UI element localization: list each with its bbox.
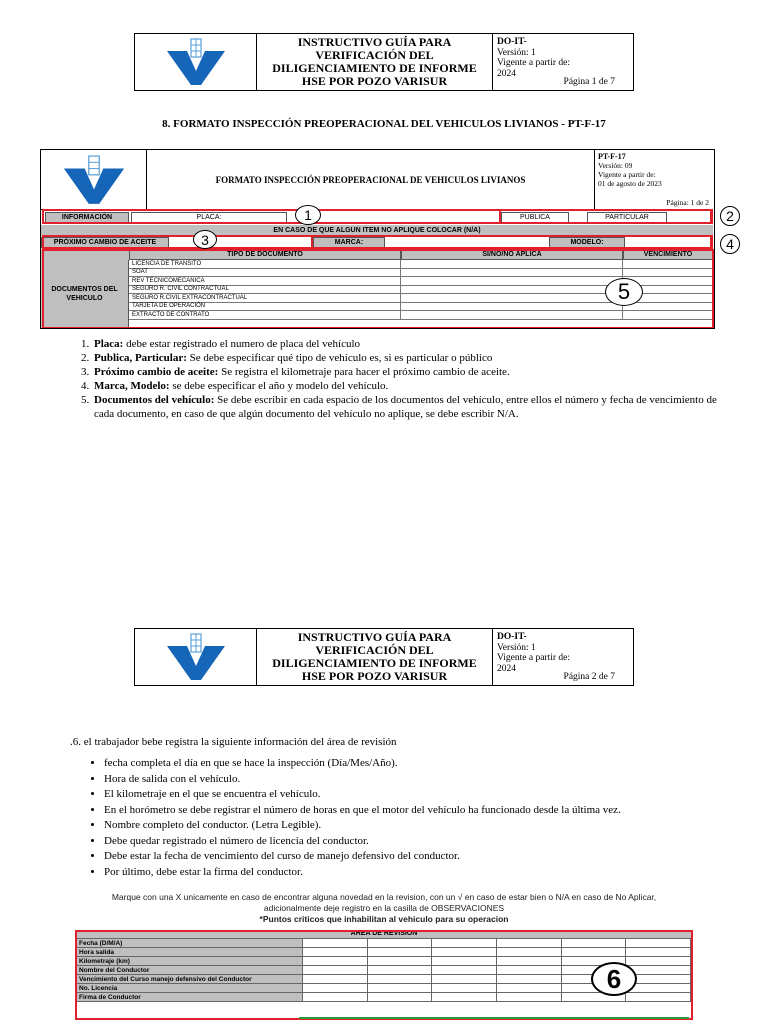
docs-label: DOCUMENTOS DEL VEHICULO [41, 260, 129, 328]
bullet-item: • En el horómetro se debe registrar el número de horas en que el motor del vehículo ha funcionado desde la última vez. [104, 803, 621, 819]
col-doc-type: TIPO DE DOCUMENTO [129, 249, 401, 260]
doc-name: SOAT [129, 269, 401, 277]
form2-note [73, 892, 695, 925]
company-logo-icon [163, 632, 229, 682]
bullet-item: • fecha completa el día en que se hace la inspección (Día/Mes/Año). [104, 756, 621, 772]
instruction-item [92, 366, 724, 380]
marker-5: 5 [605, 278, 643, 306]
col-yes-no: SI/NO/NO APLICA [401, 249, 623, 260]
bullet-item: • Debe quedar registrado el número de licencia del conductor. [104, 834, 621, 850]
instruction-term: Documentos del vehículo: [94, 394, 215, 406]
instruction-item [92, 394, 724, 421]
marker-4: 4 [720, 234, 740, 254]
form-page: Página: 1 de 2 [666, 198, 709, 207]
document-valid-from: Vigente a partir de: [497, 653, 571, 663]
bullet-item: • Por último, debe estar la firma del conductor. [104, 865, 621, 881]
form-valid-from: Vigente a partir de: [598, 170, 656, 179]
marker-2: 2 [720, 206, 740, 226]
review-form-image [73, 892, 695, 1024]
review-row-label: Fecha (D/M/A) [77, 939, 303, 947]
instruction-text: Se debe especificar qué tipo de vehículo es, si es particular o público [186, 352, 493, 364]
document-code: DO-IT- [497, 37, 527, 47]
review-area-header: AREA DE REVISION [77, 930, 691, 939]
page-number: Página 2 de 7 [563, 671, 615, 682]
marker-3: 3 [193, 230, 217, 249]
marker-1: 1 [295, 205, 321, 225]
instruction-item [92, 338, 724, 352]
company-logo-2 [135, 629, 257, 685]
instruction-term: Marca, Modelo: [94, 380, 170, 392]
instruction-text: se debe especificar el año y modelo del vehículo. [169, 380, 389, 392]
document-valid-from: Vigente a partir de: [497, 58, 571, 68]
form-title: FORMATO INSPECCIÓN PREOPERACIONAL DE VEHICULOS LIVIANOS [147, 150, 595, 209]
na-note: EN CASO DE QUE ALGUN ITEM NO APLIQUE COLOCAR (N/A) [41, 225, 713, 236]
note-line-1: Marque con una X unicamente en caso de encontrar alguna novedad en la revision, con un √ en caso de estar bien o N/A en caso de No Aplicar, [111, 892, 657, 902]
doc-name: SEGURO R.CIVIL EXTRACONTRACTUAL [129, 294, 401, 302]
highlight-2 [499, 209, 713, 224]
review-row-label: Hora salida [77, 948, 303, 956]
bullet-item: • Nombre completo del conductor. (Letra Legible). [104, 818, 621, 834]
review-row-label: Firma de Conductor [77, 993, 303, 1001]
instruction-term: Placa: [94, 338, 124, 350]
form-date: 01 de agosto de 2023 [598, 179, 662, 188]
document-code: DO-IT- [497, 632, 527, 642]
private-label: PARTICULAR [587, 212, 667, 223]
document-year: 2024 [497, 68, 516, 79]
document-header [134, 33, 634, 91]
review-bullets [88, 756, 621, 880]
brand-label: MARCA: [313, 237, 385, 248]
instruction-text: Se registra el kilometraje para hacer el próximo cambio de aceite. [218, 366, 510, 378]
item-6-intro: .6. el trabajador bebe registra la siguiente información del área de revisión [70, 736, 397, 748]
review-row-label: No. Licencia [77, 984, 303, 992]
plate-label: PLACA: [131, 212, 287, 223]
instruction-text: Se debe escribir en cada espacio de los documentos del vehículo, entre ellos el número y fecha de vencimiento de cada documento, en caso de que algún documento del vehículo no aplique, se debe escribir N/A. [94, 394, 717, 420]
instruction-term: Publica, Particular: [94, 352, 187, 364]
document-year: 2024 [497, 663, 516, 674]
note-line-3: *Puntos criticos que inhabilitan al vehiculo para su operacion [259, 914, 509, 924]
form-version: Versión: 09 [598, 161, 633, 170]
document-version: Versión: 1 [497, 47, 536, 58]
instruction-item [92, 380, 724, 394]
document-meta [493, 34, 633, 90]
bullet-item: • Debe estar la fecha de vencimiento del curso de manejo defensivo del conductor. [104, 849, 621, 865]
instructions-list [74, 338, 724, 421]
model-label: MODELO: [549, 237, 625, 248]
bullet-list [88, 756, 621, 880]
instruction-item [92, 352, 724, 366]
review-row-label: Nombre del Conductor [77, 966, 303, 974]
company-logo-icon [163, 37, 229, 87]
doc-name: REV TECNICOMECANICA [129, 277, 401, 285]
document-version: Versión: 1 [497, 642, 536, 653]
public-label: PUBLICA [501, 212, 569, 223]
section-title: 8. FORMATO INSPECCIÓN PREOPERACIONAL DEL VEHICULOS LIVIANOS - PT-F-17 [162, 118, 606, 130]
document-title: INSTRUCTIVO GUÍA PARA VERIFICACIÓN DEL DILIGENCIAMIENTO DE INFORME HSE POR POZO VARISUR [257, 629, 493, 685]
document-header-2 [134, 628, 634, 686]
document-meta [493, 629, 633, 685]
bullet-item: • Hora de salida con el vehículo. [104, 772, 621, 788]
form-logo-icon [54, 154, 134, 206]
note-line-2: adicionalmente deje registro en la casilla de OBSERVACIONES [263, 903, 505, 913]
doc-name: LICENCIA DE TRANSITO [129, 260, 401, 268]
company-logo [135, 34, 257, 90]
instruction-term: Próximo cambio de aceite: [94, 366, 219, 378]
marker-6: 6 [591, 962, 637, 996]
inspection-form-image [40, 149, 715, 329]
col-expiry: VENCIMIENTO [623, 249, 713, 260]
form-logo [41, 150, 147, 209]
document-title: INSTRUCTIVO GUÍA PARA VERIFICACIÓN DEL DILIGENCIAMIENTO DE INFORME HSE POR POZO VARISUR [257, 34, 493, 90]
instruction-text: debe estar registrado el numero de placa del vehículo [123, 338, 361, 350]
page-number: Página 1 de 7 [563, 76, 615, 87]
oil-label: PRÓXIMO CAMBIO DE ACEITE [41, 237, 169, 248]
form-code: PT-F-17 [598, 152, 626, 161]
doc-name: EXTRACTO DE CONTRATO [129, 311, 401, 319]
info-label: INFORMACIÓN [45, 212, 129, 223]
form-meta [595, 150, 713, 209]
review-row-label: Vencimiento del Curso manejo defensivo del Conductor [77, 975, 303, 983]
doc-name: SEGURO R. CIVIL CONTRACTUAL [129, 286, 401, 294]
doc-name: TARJETA DE OPERACIÓN [129, 303, 401, 311]
review-row-label: Kilometraje (km) [77, 957, 303, 965]
green-border [299, 1017, 689, 1019]
bullet-item: • El kilometraje en el que se encuentra el vehículo. [104, 787, 621, 803]
highlight-4 [311, 235, 713, 249]
instructions [74, 338, 724, 422]
form-header [41, 150, 713, 210]
